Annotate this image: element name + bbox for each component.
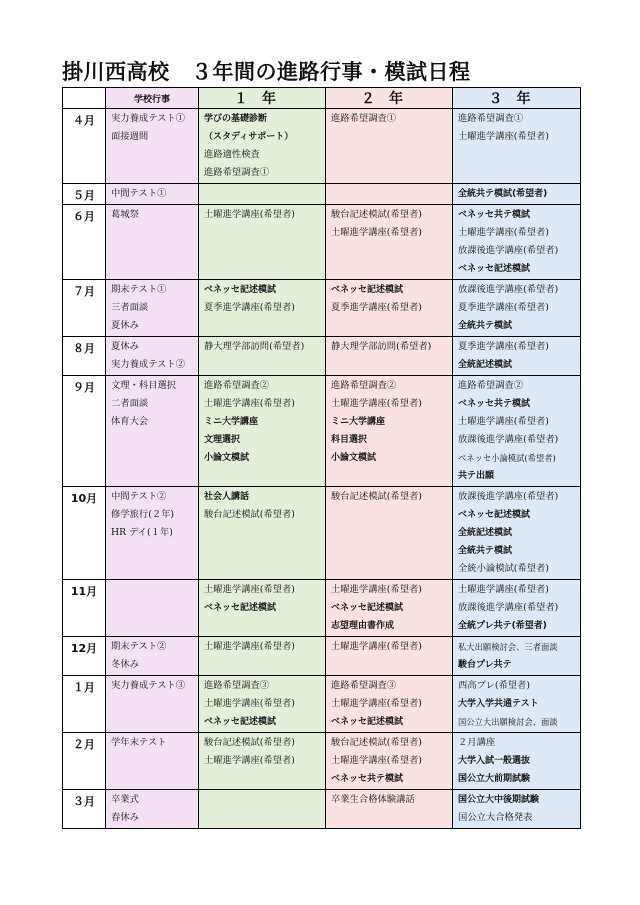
schedule-item: ベネッセ記述模試 [204,717,277,727]
schedule-item: 放課後進学講座(希望者) [458,245,559,256]
year-2-cell [326,733,453,790]
school-events-cell [106,487,199,580]
schedule-item: ベネッセ記述模試 [458,264,531,274]
schedule-item: 駿台記述模試(希望者) [204,509,295,520]
schedule-item: 土曜進学講座(希望者) [204,641,295,652]
schedule-item: 文理・科目選択 [111,380,177,391]
header-year-1: １年 [199,88,326,109]
schedule-item: 進路希望調査③ [331,680,397,691]
schedule-item: 国公立大中後期試験 [458,795,540,805]
schedule-item: 進路希望調査① [458,113,524,124]
schedule-item: 共テ出願 [458,471,495,481]
schedule-item: 全統小論模試(希望者) [458,563,549,574]
schedule-item: 体育大会 [111,416,149,427]
school-events-cell [106,109,199,184]
schedule-item: 実力養成テスト② [111,359,186,370]
month-cell: ５月 [63,184,106,205]
year-1-cell [199,376,326,487]
year-1-cell [199,109,326,184]
page-title: 掛川西高校 ３年間の進路行事・模試日程 [62,60,471,84]
table-row [63,733,581,790]
school-events-cell [106,580,199,637]
year-3-cell [453,580,581,637]
schedule-item: 全統共テ模試(希望者) [458,189,548,199]
schedule-item: ベネッセ小論模試(希望者) [458,453,556,463]
table-body [63,109,581,829]
schedule-item: 土曜進学講座(希望者) [204,755,295,766]
year-3-cell [453,109,581,184]
schedule-item: 静大理学部訪問(希望者) [204,341,305,352]
month-cell: ３月 [63,790,106,829]
schedule-item: 夏季進学講座(希望者) [458,302,549,313]
schedule-item: 冬休み [111,659,139,670]
schedule-item: 土曜進学講座(希望者) [331,584,422,595]
schedule-item: ベネッセ記述模試 [458,510,531,520]
school-events-cell [106,733,199,790]
schedule-item: 土曜進学講座(希望者) [458,227,549,238]
schedule-item: 修学旅行(２年) [111,509,175,520]
schedule-item: 葛城祭 [111,209,139,220]
schedule-item: ミニ大学講座 [331,417,386,427]
table-header-row [63,88,581,109]
schedule-item: 放課後進学講座(希望者) [458,602,559,613]
schedule-item: 全統記述模試 [458,528,513,538]
month-cell: ７月 [63,280,106,337]
schedule-item: 社会人講話 [204,492,250,502]
schedule-item: 土曜進学講座(希望者) [204,398,295,409]
schedule-item: 小論文模試 [204,453,250,463]
school-events-cell [106,637,199,676]
schedule-item: 学びの基礎診断 [204,114,268,124]
schedule-item: 私大出願検討会、三者面談 [458,642,558,652]
schedule-item: ベネッセ共テ模試 [458,399,531,409]
schedule-item: 土曜進学講座(希望者) [331,398,422,409]
schedule-item: 文理選択 [204,435,241,445]
schedule-table [62,87,581,829]
year-2-cell [326,676,453,733]
schedule-item: 駿台記述模試(希望者) [331,491,422,502]
year-1-cell [199,733,326,790]
year-2-cell [326,337,453,376]
table-row [63,184,581,205]
table-row [63,280,581,337]
schedule-item: 土曜進学講座(希望者) [204,209,295,220]
table-row [63,580,581,637]
month-cell: ４月 [63,109,106,184]
schedule-item: 放課後進学講座(希望者) [458,434,559,445]
schedule-item: 夏休み [111,320,139,331]
year-1-cell [199,280,326,337]
schedule-item: 国公立大合格発表 [458,812,533,823]
year-3-cell [453,487,581,580]
year-3-cell [453,637,581,676]
schedule-item: 土曜進学講座(希望者) [204,698,295,709]
table-row [63,205,581,280]
schedule-item: 進路適性検査 [204,149,260,160]
schedule-item: 土曜進学講座(希望者) [458,584,549,595]
schedule-item: 土曜進学講座(希望者) [331,227,422,238]
month-cell: ８月 [63,337,106,376]
schedule-item: 進路希望調査① [204,167,270,178]
school-events-cell [106,337,199,376]
schedule-item: 国公立大前期試験 [458,774,531,784]
year-2-cell [326,580,453,637]
table-row [63,676,581,733]
year-2-cell [326,280,453,337]
schedule-item: 面接週間 [111,131,149,142]
schedule-item: 卒業生合格体験講話 [331,794,415,805]
schedule-item: 土曜進学講座(希望者) [458,131,549,142]
schedule-item: 放課後進学講座(希望者) [458,284,559,295]
schedule-item: 夏休み [111,341,139,352]
year-2-cell [326,109,453,184]
year-1-cell [199,184,326,205]
year-2-cell [326,205,453,280]
month-cell: １月 [63,676,106,733]
year-3-cell [453,733,581,790]
year-2-cell [326,184,453,205]
schedule-item: 中間テスト② [111,491,167,502]
year-3-cell [453,337,581,376]
schedule-item: ベネッセ共テ模試 [458,210,531,220]
schedule-item: （スタディサポート） [204,132,294,142]
table-row [63,337,581,376]
year-2-cell [326,376,453,487]
table-row [63,109,581,184]
schedule-item: 学年末テスト [111,737,167,748]
schedule-item: 土曜進学講座(希望者) [458,416,549,427]
schedule-item: 三者面談 [111,302,149,313]
school-events-cell [106,280,199,337]
schedule-item: 大学入学共通テスト [458,699,539,709]
year-2-cell [326,487,453,580]
year-3-cell [453,184,581,205]
year-1-cell [199,676,326,733]
month-cell: 12月 [63,637,106,676]
year-1-cell [199,205,326,280]
school-events-cell [106,790,199,829]
schedule-item: 駿台記述模試(希望者) [331,209,422,220]
schedule-item: 大学入試一般選抜 [458,756,531,766]
table-row [63,487,581,580]
schedule-item: 夏季進学講座(希望者) [331,302,422,313]
month-cell: ２月 [63,733,106,790]
schedule-item: 西高プレ(希望者) [458,680,530,691]
schedule-item: 期末テスト② [111,641,167,652]
schedule-item: 土曜進学講座(希望者) [331,698,422,709]
year-3-cell [453,676,581,733]
month-cell: 10月 [63,487,106,580]
schedule-item: ベネッセ記述模試 [331,717,404,727]
schedule-item: 進路希望調査③ [204,680,270,691]
schedule-item: 放課後進学講座(希望者) [458,491,559,502]
schedule-item: ベネッセ記述模試 [331,603,404,613]
year-1-cell [199,790,326,829]
schedule-item: 夏季進学講座(希望者) [458,341,549,352]
schedule-item: 春休み [111,812,139,823]
schedule-item: 国公立大出願検討会、面談 [458,717,558,727]
schedule-item: 進路希望調査② [331,380,397,391]
year-1-cell [199,580,326,637]
schedule-item: HR デイ(１年) [111,527,173,538]
schedule-item: 実力養成テスト③ [111,680,186,691]
schedule-item: 駿台記述模試(希望者) [331,737,422,748]
schedule-item: 駿台記述模試(希望者) [204,737,295,748]
school-events-cell [106,676,199,733]
year-3-cell [453,280,581,337]
year-3-cell [453,205,581,280]
year-3-cell [453,376,581,487]
schedule-item: ミニ大学講座 [204,417,259,427]
schedule-item: 卒業式 [111,794,139,805]
schedule-item: 土曜進学講座(希望者) [331,755,422,766]
month-cell: ９月 [63,376,106,487]
year-1-cell [199,487,326,580]
schedule-item: ２月講座 [458,737,496,748]
schedule-item: 駿台プレ共テ [458,660,512,670]
schedule-item: 科目選択 [331,435,368,445]
header-year-2: ２年 [326,88,453,109]
schedule-item: ベネッセ共テ模試 [331,774,404,784]
header-month [63,88,106,109]
schedule-item: 期末テスト① [111,284,167,295]
table-row [63,376,581,487]
schedule-item: 進路希望調査② [204,380,270,391]
header-year-3: ３年 [453,88,581,109]
schedule-item: 全統プレ共テ(希望者) [458,621,547,631]
schedule-item: 進路希望調査① [331,113,397,124]
schedule-item: ベネッセ記述模試 [204,285,277,295]
month-cell: ６月 [63,205,106,280]
school-events-cell [106,184,199,205]
year-1-cell [199,337,326,376]
schedule-item: 土曜進学講座(希望者) [331,641,422,652]
schedule-item: 中間テスト① [111,188,167,199]
schedule-item: ベネッセ記述模試 [204,603,277,613]
school-events-cell [106,205,199,280]
schedule-item: 志望理由書作成 [331,621,395,631]
month-cell: 11月 [63,580,106,637]
schedule-item: ベネッセ記述模試 [331,285,404,295]
schedule-item: 土曜進学講座(希望者) [204,584,295,595]
schedule-item: 二者面談 [111,398,149,409]
schedule-item: 全統記述模試 [458,360,513,370]
schedule-item: 進路希望調査② [458,380,524,391]
schedule-item: 静大理学部訪問(希望者) [331,341,432,352]
schedule-item: 全統共テ模試 [458,321,513,331]
year-2-cell [326,637,453,676]
header-school-events: 学校行事 [106,88,199,109]
year-3-cell [453,790,581,829]
year-1-cell [199,637,326,676]
schedule-item: 実力養成テスト① [111,113,186,124]
schedule-item: 全統共テ模試 [458,546,513,556]
schedule-item: 小論文模試 [331,453,377,463]
school-events-cell [106,376,199,487]
table-row [63,790,581,829]
table-row [63,637,581,676]
schedule-item: 夏季進学講座(希望者) [204,302,295,313]
year-2-cell [326,790,453,829]
